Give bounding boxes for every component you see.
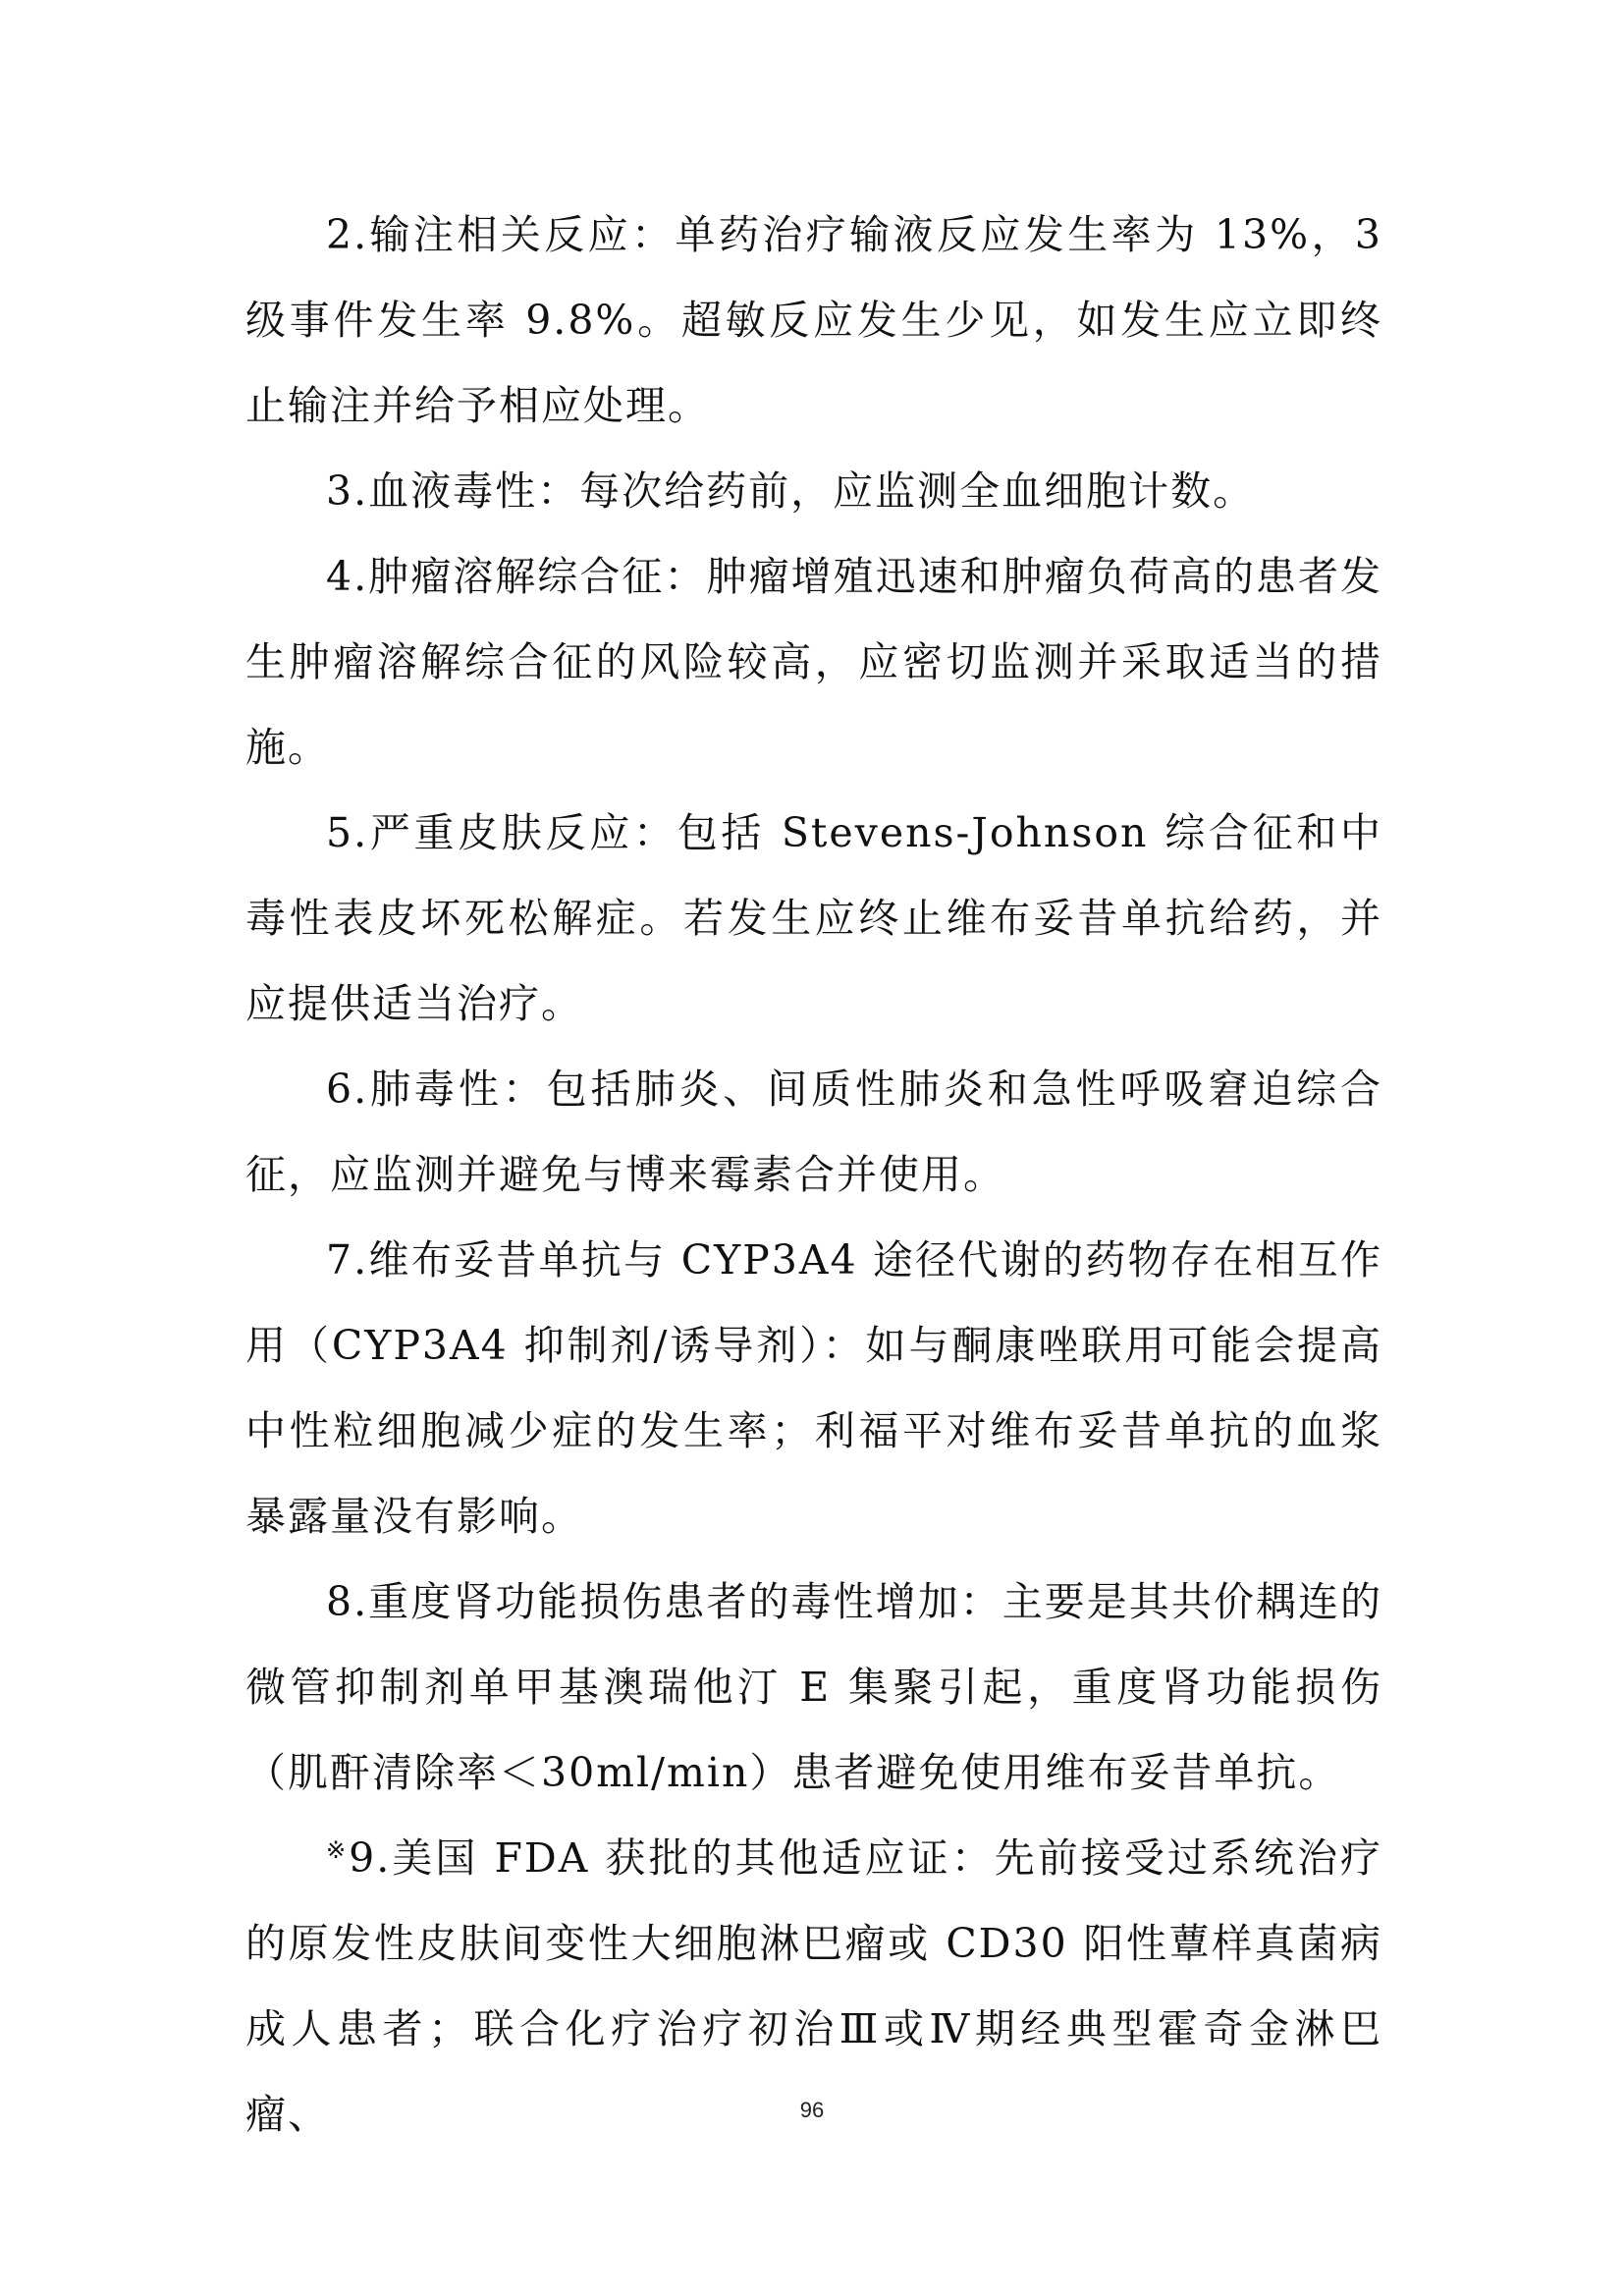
body-text	[245, 192, 1382, 2158]
paragraph-cyp3a4-interaction: 7.维布妥昔单抗与 CYP3A4 途径代谢的药物存在相互作用（CYP3A4 抑制剂/诱导剂）：如与酮康唑联用可能会提高中性粒细胞减少症的发生率；利福平对维布妥昔单抗的血浆暴露量没有影响。	[245, 1236, 1382, 1540]
paragraph-infusion-reaction: 2.输注相关反应：单药治疗输液反应发生率为 13%，3 级事件发生率 9.8%。超敏反应发生少见，如发生应立即终止输注并给予相应处理。	[245, 211, 1382, 429]
paragraph-fda-indications-text: 9.美国 FDA 获批的其他适应证：先前接受过系统治疗的原发性皮肤间变性大细胞淋巴瘤或 CD30 阳性蕈样真菌病成人患者；联合化疗治疗初治Ⅲ或Ⅳ期经典型霍奇金淋巴瘤、	[245, 1834, 1382, 2138]
paragraph-hematologic-toxicity: 3.血液毒性：每次给药前，应监测全血细胞计数。	[326, 467, 1256, 515]
paragraph-tumor-lysis-syndrome: 4.肿瘤溶解综合征：肿瘤增殖迅速和肿瘤负荷高的患者发生肿瘤溶解综合征的风险较高，应密切监测并采取适当的措施。	[245, 553, 1382, 771]
paragraph-renal-impairment: 8.重度肾功能损伤患者的毒性增加：主要是其共价耦连的微管抑制剂单甲基澳瑞他汀 E 集聚引起，重度肾功能损伤（肌酐清除率＜30ml/min）患者避免使用维布妥昔单抗。	[245, 1578, 1382, 1796]
reference-mark: ※	[326, 1836, 350, 1864]
paragraph-severe-skin-reaction: 5.严重皮肤反应：包括 Stevens-Johnson 综合征和中毒性表皮坏死松解症。若发生应终止维布妥昔单抗给药，并应提供适当治疗。	[245, 809, 1382, 1027]
page-number: 96	[799, 2098, 825, 2122]
paragraph-pulmonary-toxicity: 6.肺毒性：包括肺炎、间质性肺炎和急性呼吸窘迫综合征，应监测并避免与博来霉素合并使用。	[245, 1066, 1382, 1198]
